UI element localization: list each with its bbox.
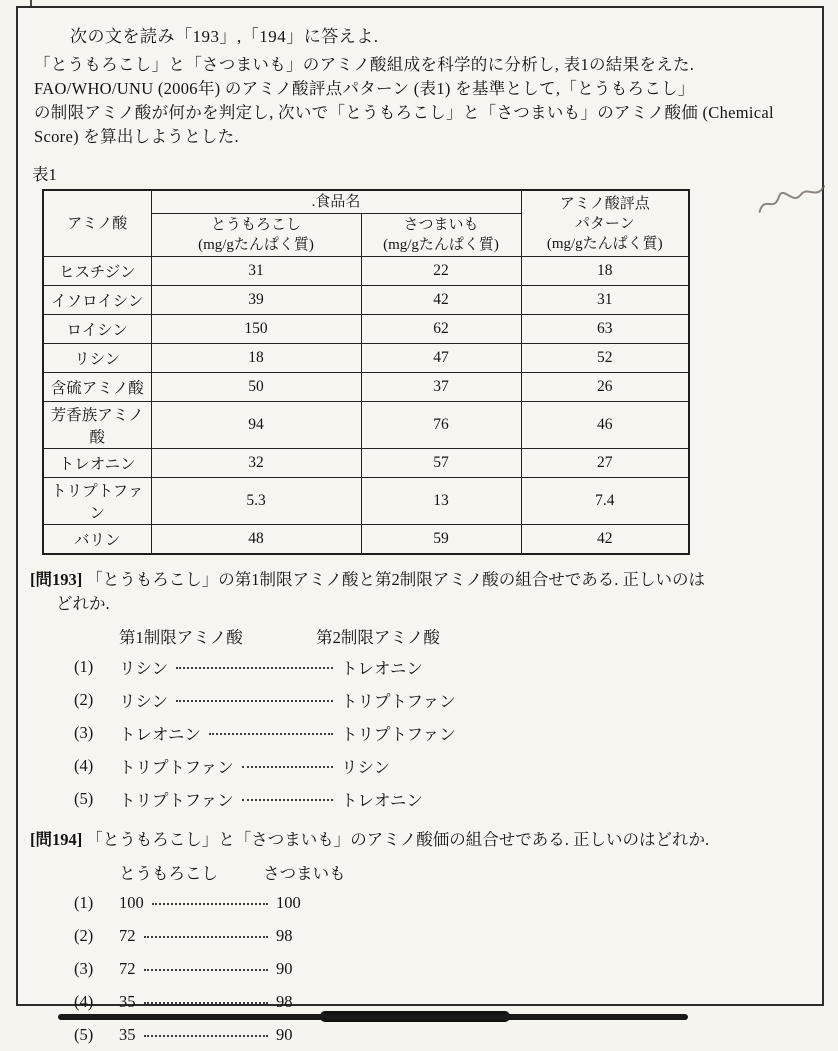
document-border-frame: [16, 6, 824, 1044]
dotted-leader: [144, 936, 269, 938]
score-pattern-value: 52: [521, 344, 689, 373]
intro-instruction: 次の文を読み「193」,「194」に答えよ.: [70, 27, 379, 46]
amino-acid-table: [42, 189, 690, 555]
question-194-text: 「とうもろこし」と「さつまいも」のアミノ酸価の組合せである. 正しいのはどれか.: [86, 830, 710, 849]
option-first-value: 72: [119, 925, 136, 945]
score-pattern-value: 27: [521, 449, 689, 478]
option-number: (4): [74, 755, 94, 775]
question-193-option-2: [74, 683, 810, 716]
corn-value: 150: [151, 315, 361, 344]
corn-value: 31: [151, 257, 361, 286]
question-194-number: [問194]: [30, 830, 83, 849]
option-number: (1): [74, 892, 94, 912]
option-first-value: 72: [119, 958, 136, 978]
sweet-potato-value: 22: [361, 257, 521, 286]
amino-acid-name: バリン: [43, 525, 151, 555]
option-second-value: 90: [276, 1024, 293, 1044]
amino-acid-name: リシン: [43, 344, 151, 373]
dotted-leader: [144, 969, 269, 971]
option-first-value: リシン: [119, 658, 169, 678]
amino-acid-name: ロイシン: [43, 315, 151, 344]
sweet-potato-value: 59: [361, 525, 521, 555]
col-header-amino-acid: アミノ酸: [43, 190, 151, 257]
second-limiting-amino-header: 第2制限アミノ酸: [316, 628, 440, 647]
first-limiting-amino-header: 第1制限アミノ酸: [119, 628, 243, 647]
question-193-option-5: [74, 782, 810, 815]
sweet-potato-value: 76: [361, 402, 521, 449]
option-second-value: トレオニン: [341, 790, 423, 810]
score-pattern-value: 18: [521, 257, 689, 286]
sweet-potato-value: 37: [361, 373, 521, 402]
question-193-heading: [30, 567, 810, 592]
option-second-value: トレオニン: [341, 658, 423, 678]
option-first-value: 35: [119, 1024, 136, 1044]
table-row: [43, 344, 689, 373]
option-number: (2): [74, 689, 94, 709]
dotted-leader: [209, 733, 333, 735]
sweet-potato-value: 13: [361, 478, 521, 525]
paragraph-line: Score) を算出しようとした.: [34, 127, 239, 146]
dotted-leader: [242, 766, 333, 768]
question-193-number: [問193]: [30, 570, 83, 589]
score-pattern-value: 31: [521, 286, 689, 315]
sweet-potato-value: 57: [361, 449, 521, 478]
amino-acid-name: 含硫アミノ酸: [43, 373, 151, 402]
scan-artifact-bottom: [58, 1014, 688, 1020]
question-193-option-3: [74, 716, 810, 749]
corn-value: 50: [151, 373, 361, 402]
dotted-leader: [144, 1002, 269, 1004]
question-194-column-headers: [119, 860, 810, 884]
option-second-value: 98: [276, 925, 293, 945]
option-number: (1): [74, 656, 94, 676]
body-paragraph: [34, 53, 810, 149]
option-second-value: 90: [276, 958, 293, 978]
option-first-value: トリプトファン: [119, 757, 234, 777]
option-number: (3): [74, 958, 94, 978]
option-first-value: トレオニン: [119, 724, 201, 744]
amino-acid-name: トリプトファン: [43, 478, 151, 525]
sweet-potato-value: 47: [361, 344, 521, 373]
option-second-value: リシン: [341, 757, 391, 777]
corn-value: 48: [151, 525, 361, 555]
question-194-heading: [30, 827, 810, 852]
table-row: [43, 257, 689, 286]
question-194-option-2: [74, 919, 810, 952]
corn-value: 94: [151, 402, 361, 449]
paragraph-line: FAO/WHO/UNU (2006年) のアミノ酸評点パターン (表1) を基準として,「とうもろこし」: [34, 79, 695, 98]
option-first-value: リシン: [119, 691, 169, 711]
option-second-value: 100: [276, 892, 301, 912]
handwritten-scribble: [752, 180, 832, 220]
table-row: [43, 315, 689, 344]
score-pattern-value: 26: [521, 373, 689, 402]
score-pattern-value: 42: [521, 525, 689, 555]
score-pattern-value: 63: [521, 315, 689, 344]
question-193-option-1: [74, 650, 810, 683]
amino-acid-name: 芳香族アミノ酸: [43, 402, 151, 449]
question-194-option-1: [74, 886, 810, 919]
option-first-value: トリプトファン: [119, 790, 234, 810]
table-label: 表1: [32, 165, 57, 184]
question-193-text-continued: どれか.: [56, 594, 110, 613]
question-194-option-3: [74, 952, 810, 985]
corn-value: 18: [151, 344, 361, 373]
dotted-leader: [242, 799, 333, 801]
amino-acid-name: ヒスチジン: [43, 257, 151, 286]
table-row: [43, 286, 689, 315]
table-row: [43, 478, 689, 525]
sweet-potato-column-header: さつまいも: [263, 864, 346, 883]
table-row: [43, 525, 689, 555]
option-second-value: トリプトファン: [341, 724, 456, 744]
sweet-potato-value: 62: [361, 315, 521, 344]
table-row: [43, 373, 689, 402]
paragraph-line: 「とうもろこし」と「さつまいも」のアミノ酸組成を科学的に分析し, 表1の結果をえた.: [34, 55, 695, 74]
dotted-leader: [176, 700, 333, 702]
dotted-leader: [144, 1035, 269, 1037]
score-pattern-value: 46: [521, 402, 689, 449]
table-header-row: [43, 190, 689, 214]
table-row: [43, 402, 689, 449]
question-194-option-5: [74, 1018, 810, 1051]
amino-acid-name: トレオニン: [43, 449, 151, 478]
sweet-potato-value: 42: [361, 286, 521, 315]
dotted-leader: [176, 667, 333, 669]
corn-value: 39: [151, 286, 361, 315]
question-193-text: 「とうもろこし」の第1制限アミノ酸と第2制限アミノ酸の組合せである. 正しいのは: [86, 570, 705, 589]
question-193-option-4: [74, 749, 810, 782]
option-number: (5): [74, 1024, 94, 1044]
option-second-value: 98: [276, 991, 293, 1011]
question-193-column-headers: [119, 624, 810, 648]
option-second-value: トリプトファン: [341, 691, 456, 711]
option-first-value: 35: [119, 991, 136, 1011]
corn-value: 32: [151, 449, 361, 478]
table-row: [43, 449, 689, 478]
option-number: (3): [74, 722, 94, 742]
corn-column-header: とうもろこし: [119, 864, 218, 883]
dotted-leader: [152, 903, 268, 905]
col-header-food-name: .食品名: [151, 190, 521, 214]
option-number: (4): [74, 991, 94, 1011]
col-header-score-pattern: アミノ酸評点 パターン (mg/gたんぱく質): [521, 190, 689, 257]
option-number: (2): [74, 925, 94, 945]
corn-value: 5.3: [151, 478, 361, 525]
score-pattern-value: 7.4: [521, 478, 689, 525]
col-header-sweet-potato: さつまいも (mg/gたんぱく質): [361, 214, 521, 257]
option-first-value: 100: [119, 892, 144, 912]
paragraph-line: の制限アミノ酸が何かを判定し, 次いで「とうもろこし」と「さつまいも」のアミノ酸価 (Chemical: [34, 103, 774, 122]
amino-acid-name: イソロイシン: [43, 286, 151, 315]
option-number: (5): [74, 788, 94, 808]
col-header-corn: とうもろこし (mg/gたんぱく質): [151, 214, 361, 257]
